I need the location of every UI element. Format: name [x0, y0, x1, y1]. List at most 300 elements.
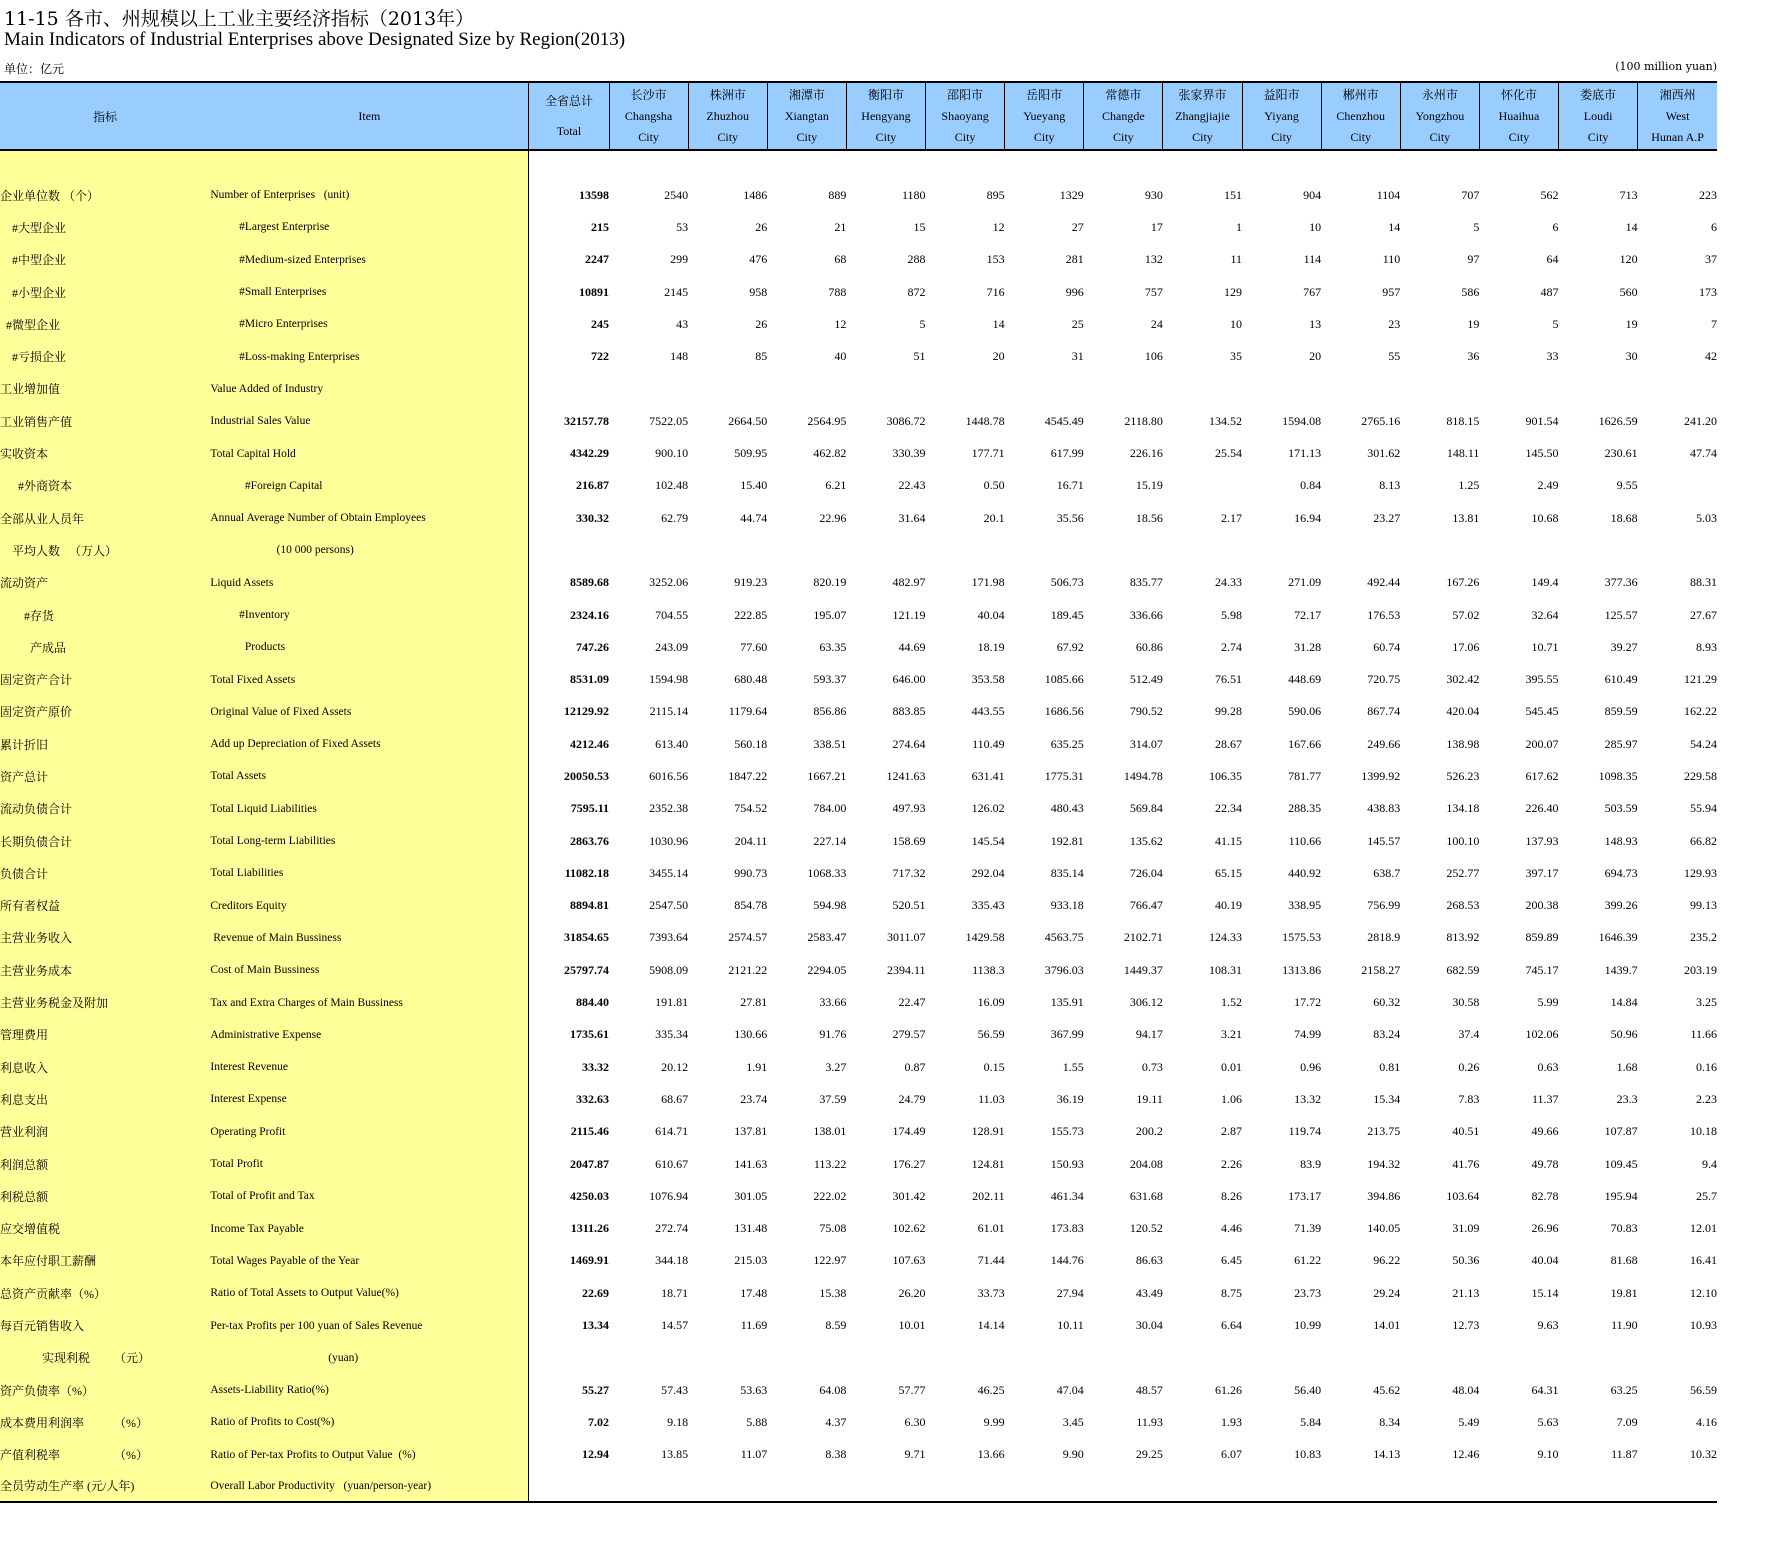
- row-region-value: 0.50: [983, 478, 1005, 493]
- row-region-value: 145.50: [1525, 446, 1559, 461]
- header-region-line1: 怀化市: [1500, 87, 1537, 102]
- row-region-value: 114: [1303, 252, 1322, 267]
- row-region-value: 39.27: [1610, 639, 1638, 654]
- row-region-value: 20: [992, 349, 1005, 364]
- table-row: [0, 1083, 1717, 1115]
- row-region-value: 4.37: [825, 1414, 847, 1429]
- row-label-english: Total Liquid Liabilities: [210, 793, 529, 825]
- row-total-value: 20050.53: [529, 760, 609, 792]
- row-label-chinese: 企业单位数 （个）: [0, 179, 210, 211]
- table-row: [0, 437, 1717, 469]
- row-region-value: 13.85: [661, 1447, 689, 1462]
- row-region-value: 24.79: [898, 1091, 926, 1106]
- row-total-value: 1469.91: [529, 1245, 609, 1277]
- row-region-value: 235.2: [1690, 930, 1717, 945]
- row-region-value: 767: [1303, 284, 1322, 299]
- row-label-chinese: 负债合计: [0, 857, 210, 889]
- row-label-english: Total Fixed Assets: [210, 663, 529, 695]
- row-region-value: 63.35: [819, 639, 847, 654]
- row-label-chinese: #亏损企业: [0, 340, 210, 372]
- row-region-value: 1313.86: [1282, 962, 1322, 977]
- row-region-value: 16.71: [1056, 478, 1084, 493]
- row-region-value: 6.45: [1221, 1253, 1243, 1268]
- row-region-value: 68.67: [661, 1091, 689, 1106]
- row-region-value: 476: [749, 252, 768, 267]
- row-label-chinese: 营业利润: [0, 1116, 210, 1148]
- row-region-value: 135.91: [1050, 995, 1084, 1010]
- row-total-value: 884.40: [529, 986, 609, 1018]
- row-region-value: 26: [755, 316, 768, 331]
- row-total-value: 10891: [529, 276, 609, 308]
- row-region-value: 42: [1705, 349, 1717, 364]
- table-row: [0, 244, 1717, 276]
- row-label-chinese: 利息收入: [0, 1051, 210, 1083]
- row-region-value: 61.22: [1294, 1253, 1322, 1268]
- row-region-value: 1646.39: [1598, 930, 1638, 945]
- row-region-value: 757: [1144, 284, 1163, 299]
- row-region-value: 8.38: [825, 1447, 847, 1462]
- row-region-value: [1559, 1471, 1638, 1502]
- table-row: [0, 567, 1717, 599]
- row-total-value: [529, 1471, 609, 1502]
- table-row: [0, 986, 1717, 1018]
- row-region-value: 8.75: [1221, 1285, 1243, 1300]
- row-region-value: 32.64: [1531, 607, 1559, 622]
- row-region-value: 33.73: [977, 1285, 1005, 1300]
- header-region-line3: City: [1271, 129, 1292, 144]
- row-region-value: 29.24: [1373, 1285, 1401, 1300]
- row-region-value: [846, 1342, 925, 1374]
- row-region-value: 124.33: [1209, 930, 1243, 945]
- row-region-value: 900.10: [655, 446, 689, 461]
- row-region-value: 72.17: [1294, 607, 1322, 622]
- row-region-value: 617.62: [1525, 768, 1559, 783]
- row-region-value: 7.83: [1458, 1091, 1480, 1106]
- row-label-english: Total Long-term Liabilities: [210, 825, 529, 857]
- row-label-english: Total Profit: [210, 1148, 529, 1180]
- row-region-value: [1084, 534, 1163, 566]
- row-region-value: 1.55: [1062, 1059, 1084, 1074]
- row-label-chinese: 利息支出: [0, 1083, 210, 1115]
- row-region-value: 27.81: [740, 995, 768, 1010]
- row-label-english: Ratio of Profits to Cost(%): [210, 1406, 529, 1438]
- row-region-value: 138.01: [813, 1124, 847, 1139]
- header-region-line3: City: [1113, 129, 1134, 144]
- row-total-value: 2115.46: [529, 1116, 609, 1148]
- row-region-value: 306.12: [1129, 995, 1163, 1010]
- row-region-value: 3.45: [1062, 1414, 1084, 1429]
- row-region-value: 11.66: [1690, 1027, 1717, 1042]
- row-region-value: 91.76: [819, 1027, 847, 1042]
- row-region-value: 149.4: [1531, 575, 1559, 590]
- row-label-chinese: 主营业务成本: [0, 954, 210, 986]
- row-region-value: 9.4: [1702, 1156, 1717, 1171]
- header-region-line3: City: [1350, 129, 1372, 144]
- row-region-value: [1163, 1342, 1242, 1374]
- row-region-value: 167.26: [1446, 575, 1480, 590]
- row-total-value: 2047.87: [529, 1148, 609, 1180]
- row-region-value: 129: [1224, 284, 1243, 299]
- row-region-value: 47.04: [1056, 1382, 1084, 1397]
- row-region-value: 1667.21: [807, 768, 847, 783]
- row-region-value: 2.87: [1221, 1124, 1243, 1139]
- row-region-value: [846, 1471, 925, 1502]
- header-region: [767, 82, 846, 150]
- row-region-value: 106: [1144, 349, 1163, 364]
- row-region-value: 22.43: [898, 478, 926, 493]
- row-region-value: 395.55: [1525, 672, 1559, 687]
- row-label-chinese: 实现利税 （元）: [0, 1342, 210, 1374]
- row-region-value: 15.19: [1135, 478, 1163, 493]
- row-label-chinese: #中型企业: [0, 244, 210, 276]
- row-region-value: 586: [1461, 284, 1480, 299]
- header-region-line2: Total: [556, 124, 582, 138]
- row-region-value: 60.32: [1373, 995, 1401, 1010]
- header-region-line3: City: [638, 129, 659, 144]
- row-region-value: 60.74: [1373, 639, 1401, 654]
- row-region-value: 5.03: [1696, 510, 1717, 525]
- row-total-value: 2863.76: [529, 825, 609, 857]
- row-region-value: 9.18: [667, 1414, 689, 1429]
- row-region-value: 933.18: [1050, 898, 1084, 913]
- row-region-value: 8.13: [1379, 478, 1401, 493]
- header-region-line3: Hunan A.P: [1651, 129, 1704, 144]
- row-region-value: 226.16: [1129, 446, 1163, 461]
- row-label-chinese: 工业增加值: [0, 373, 210, 405]
- row-total-value: 33.32: [529, 1051, 609, 1083]
- row-region-value: 9.99: [983, 1414, 1005, 1429]
- row-region-value: 10.83: [1294, 1447, 1322, 1462]
- table-row: [0, 211, 1717, 243]
- row-region-value: 20.12: [661, 1059, 689, 1074]
- row-region-value: 9.10: [1537, 1447, 1559, 1462]
- row-region-value: 64: [1546, 252, 1559, 267]
- row-region-value: 461.34: [1050, 1188, 1084, 1203]
- row-region-value: 2.74: [1221, 639, 1243, 654]
- row-total-value: 330.32: [529, 502, 609, 534]
- row-region-value: 17.06: [1452, 639, 1480, 654]
- row-region-value: 4.16: [1696, 1414, 1717, 1429]
- row-region-value: 9.63: [1537, 1318, 1559, 1333]
- row-region-value: 5.49: [1458, 1414, 1480, 1429]
- row-region-value: 70.83: [1610, 1221, 1638, 1236]
- row-region-value: [1479, 1471, 1558, 1502]
- row-region-value: 302.42: [1446, 672, 1480, 687]
- row-region-value: [1321, 534, 1400, 566]
- row-total-value: 2247: [529, 244, 609, 276]
- table-row: [0, 890, 1717, 922]
- row-region-value: 497.93: [892, 801, 926, 816]
- row-region-value: 638.7: [1373, 865, 1401, 880]
- table-row: [0, 922, 1717, 954]
- row-region-value: 60.86: [1135, 639, 1163, 654]
- row-label-english: #Inventory: [210, 599, 529, 631]
- table-row: [0, 179, 1717, 211]
- row-label-english: Tax and Extra Charges of Main Bussiness: [210, 986, 529, 1018]
- row-region-value: [1479, 373, 1558, 405]
- row-region-value: 223: [1699, 187, 1717, 202]
- header-region-line1: 全省总计: [544, 94, 593, 108]
- row-region-value: 1686.56: [1044, 704, 1084, 719]
- row-region-value: 177.71: [971, 446, 1005, 461]
- header-region-line2: Shaoyang: [941, 108, 989, 123]
- row-region-value: 121.19: [892, 607, 926, 622]
- row-region-value: 438.83: [1367, 801, 1401, 816]
- row-total-value: 7.02: [529, 1406, 609, 1438]
- table-row: [0, 631, 1717, 663]
- row-region-value: 1.06: [1221, 1091, 1243, 1106]
- row-region-value: 31.09: [1452, 1221, 1480, 1236]
- row-region-value: 22.47: [898, 995, 926, 1010]
- row-region-value: [1084, 373, 1163, 405]
- row-region-value: 173: [1699, 284, 1717, 299]
- row-region-value: 883.85: [892, 704, 926, 719]
- row-region-value: 288: [907, 252, 926, 267]
- row-region-value: 15.34: [1373, 1091, 1401, 1106]
- table-row: [0, 1374, 1717, 1406]
- header-region-line1: 湘西州: [1659, 87, 1696, 102]
- row-region-value: 11.07: [740, 1447, 768, 1462]
- row-region-value: 3.27: [825, 1059, 847, 1074]
- row-region-value: 25.7: [1696, 1188, 1717, 1203]
- row-region-value: 4563.75: [1044, 930, 1084, 945]
- row-region-value: [767, 1471, 846, 1502]
- row-region-value: 26.96: [1531, 1221, 1559, 1236]
- row-region-value: 30.04: [1135, 1318, 1163, 1333]
- row-region-value: 155.73: [1050, 1124, 1084, 1139]
- header-region: [1163, 82, 1242, 150]
- row-label-english: Annual Average Number of Obtain Employees: [210, 502, 529, 534]
- row-region-value: [926, 534, 1005, 566]
- row-region-value: 227.14: [813, 833, 847, 848]
- row-region-value: 5.63: [1537, 1414, 1559, 1429]
- row-region-value: 36: [1467, 349, 1480, 364]
- row-region-value: 1594.08: [1282, 413, 1322, 428]
- row-label-chinese: 成本费用利润率 （%）: [0, 1406, 210, 1438]
- row-region-value: 145.57: [1367, 833, 1401, 848]
- row-region-value: 137.81: [734, 1124, 768, 1139]
- row-region-value: 67.92: [1056, 639, 1084, 654]
- row-label-chinese: #外商资本: [0, 470, 210, 502]
- row-region-value: [1005, 1471, 1084, 1502]
- row-region-value: 895: [986, 187, 1005, 202]
- row-region-value: 153: [986, 252, 1005, 267]
- header-region-line2: Yongzhou: [1415, 108, 1465, 123]
- row-region-value: 57.43: [661, 1382, 689, 1397]
- row-region-value: 859.89: [1525, 930, 1559, 945]
- row-region-value: 10.18: [1690, 1124, 1717, 1139]
- row-region-value: 76.51: [1215, 672, 1243, 687]
- row-region-value: 335.43: [971, 898, 1005, 913]
- row-region-value: 23: [1388, 316, 1401, 331]
- row-region-value: 503.59: [1604, 801, 1638, 816]
- row-region-value: 901.54: [1525, 413, 1559, 428]
- row-label-chinese: 平均人数 （万人）: [0, 534, 210, 566]
- row-region-value: 0.87: [904, 1059, 926, 1074]
- row-region-value: 203.19: [1684, 962, 1717, 977]
- row-region-value: 268.53: [1446, 898, 1480, 913]
- row-region-value: 137.93: [1525, 833, 1559, 848]
- row-label-english: Income Tax Payable: [210, 1213, 529, 1245]
- row-region-value: 1329: [1059, 187, 1084, 202]
- row-region-value: 2818.9: [1367, 930, 1401, 945]
- row-region-value: [1163, 373, 1242, 405]
- row-region-value: 134.18: [1446, 801, 1480, 816]
- row-region-value: 1594.98: [649, 672, 689, 687]
- row-label-chinese: 资产负债率（%）: [0, 1374, 210, 1406]
- row-region-value: 560.18: [734, 736, 768, 751]
- row-region-value: 56.59: [1690, 1382, 1717, 1397]
- row-region-value: 35.56: [1056, 510, 1084, 525]
- table-row: [0, 1116, 1717, 1148]
- row-region-value: 31: [1071, 349, 1084, 364]
- row-label-english: Products: [210, 631, 529, 663]
- row-region-value: [688, 373, 767, 405]
- row-region-value: 213.75: [1367, 1124, 1401, 1139]
- row-region-value: 399.26: [1604, 898, 1638, 913]
- row-region-value: 150.93: [1050, 1156, 1084, 1171]
- row-region-value: 16.41: [1690, 1253, 1717, 1268]
- row-region-value: 919.23: [734, 575, 768, 590]
- row-region-value: 1085.66: [1044, 672, 1084, 687]
- row-region-value: 694.73: [1604, 865, 1638, 880]
- row-label-chinese: 主营业务收入: [0, 922, 210, 954]
- row-region-value: 1575.53: [1282, 930, 1322, 945]
- row-label-chinese: 应交增值税: [0, 1213, 210, 1245]
- row-region-value: 204.11: [734, 833, 768, 848]
- row-region-value: 200.07: [1525, 736, 1559, 751]
- row-region-value: 49.78: [1531, 1156, 1559, 1171]
- row-label-chinese: 流动资产: [0, 567, 210, 599]
- row-region-value: 134.52: [1209, 413, 1243, 428]
- row-region-value: 646.00: [892, 672, 926, 687]
- row-region-value: 18.56: [1135, 510, 1163, 525]
- row-label-english: Interest Revenue: [210, 1051, 529, 1083]
- row-total-value: 22.69: [529, 1277, 609, 1309]
- row-region-value: 65.15: [1215, 865, 1243, 880]
- row-total-value: 25797.74: [529, 954, 609, 986]
- row-region-value: 30.58: [1452, 995, 1480, 1010]
- row-total-value: 31854.65: [529, 922, 609, 954]
- header-region-line1: 株洲市: [709, 87, 746, 102]
- row-region-value: 40.51: [1452, 1124, 1480, 1139]
- row-total-value: 722: [529, 340, 609, 372]
- row-region-value: 192.81: [1050, 833, 1084, 848]
- row-label-english: Operating Profit: [210, 1116, 529, 1148]
- row-region-value: 1494.78: [1123, 768, 1163, 783]
- row-region-value: 35: [1230, 349, 1243, 364]
- row-region-value: 0.96: [1300, 1059, 1322, 1074]
- row-region-value: 1180: [901, 187, 926, 202]
- row-region-value: 2540: [664, 187, 689, 202]
- header-region: [529, 82, 609, 150]
- row-region-value: 1.91: [746, 1059, 768, 1074]
- row-region-value: [926, 373, 1005, 405]
- row-region-value: 766.47: [1129, 898, 1163, 913]
- header-region-line2: Changde: [1102, 108, 1145, 123]
- row-region-value: 482.97: [892, 575, 926, 590]
- table-row: [0, 599, 1717, 631]
- row-region-value: 2158.27: [1361, 962, 1401, 977]
- row-region-value: 11.93: [1136, 1414, 1163, 1429]
- row-region-value: 53.63: [740, 1382, 768, 1397]
- row-region-value: [1559, 373, 1638, 405]
- row-region-value: 10.68: [1531, 510, 1559, 525]
- row-region-value: 301.42: [892, 1188, 926, 1203]
- row-label-chinese: #小型企业: [0, 276, 210, 308]
- table-row: [0, 793, 1717, 825]
- row-region-value: 107.63: [892, 1253, 926, 1268]
- row-region-value: 83.9: [1300, 1156, 1322, 1171]
- row-region-value: 2583.47: [807, 930, 847, 945]
- row-label-chinese: 产成品: [0, 631, 210, 663]
- row-region-value: 299: [670, 252, 689, 267]
- row-region-value: [1242, 534, 1321, 566]
- row-region-value: 301.05: [734, 1188, 768, 1203]
- row-region-value: 4545.49: [1044, 413, 1084, 428]
- row-region-value: [846, 373, 925, 405]
- row-region-value: 560: [1619, 284, 1638, 299]
- row-region-value: [609, 373, 688, 405]
- row-region-value: 996: [1065, 284, 1084, 299]
- row-label-chinese: 主营业务税金及附加: [0, 986, 210, 1018]
- row-region-value: 1068.33: [807, 865, 847, 880]
- row-region-value: 330.39: [892, 446, 926, 461]
- row-region-value: 48.04: [1452, 1382, 1480, 1397]
- row-region-value: 0.63: [1537, 1059, 1559, 1074]
- row-label-english: #Loss-making Enterprises: [210, 340, 529, 372]
- row-total-value: 8531.09: [529, 663, 609, 695]
- table-row: [0, 857, 1717, 889]
- table-row: [0, 663, 1717, 695]
- row-region-value: 43: [676, 316, 689, 331]
- row-region-value: 17: [1150, 219, 1163, 234]
- row-region-value: 314.07: [1129, 736, 1163, 751]
- row-region-value: 8.34: [1379, 1414, 1401, 1429]
- row-region-value: 125.57: [1604, 607, 1638, 622]
- row-region-value: 15: [913, 219, 926, 234]
- row-region-value: 854.78: [734, 898, 768, 913]
- row-region-value: 338.95: [1288, 898, 1322, 913]
- row-region-value: 57.02: [1452, 607, 1480, 622]
- row-region-value: 27: [1071, 219, 1084, 234]
- row-region-value: 1.93: [1221, 1414, 1243, 1429]
- row-region-value: 41.76: [1452, 1156, 1480, 1171]
- row-region-value: 124.81: [971, 1156, 1005, 1171]
- header-region-line2: Changsha: [624, 108, 673, 123]
- row-region-value: 10.71: [1531, 639, 1559, 654]
- header-region-line1: 衡阳市: [867, 87, 904, 102]
- row-region-value: 29.25: [1135, 1447, 1163, 1462]
- row-total-value: 4250.03: [529, 1180, 609, 1212]
- row-region-value: [1400, 1471, 1479, 1502]
- row-region-value: 21.13: [1452, 1285, 1480, 1300]
- header-region: [1084, 82, 1163, 150]
- row-region-value: [1400, 534, 1479, 566]
- row-region-value: 3086.72: [886, 413, 926, 428]
- header-region: [926, 82, 1005, 150]
- row-region-value: 788: [828, 284, 847, 299]
- row-total-value: 2324.16: [529, 599, 609, 631]
- row-region-value: 8.59: [825, 1318, 847, 1333]
- row-region-value: 121.29: [1684, 672, 1717, 687]
- row-label-english: #Foreign Capital: [210, 470, 529, 502]
- row-region-value: 77.60: [740, 639, 768, 654]
- table-row: [0, 1309, 1717, 1341]
- row-region-value: 68: [834, 252, 847, 267]
- header-region-line2: Hengyang: [861, 108, 911, 123]
- row-region-value: 2.49: [1537, 478, 1559, 493]
